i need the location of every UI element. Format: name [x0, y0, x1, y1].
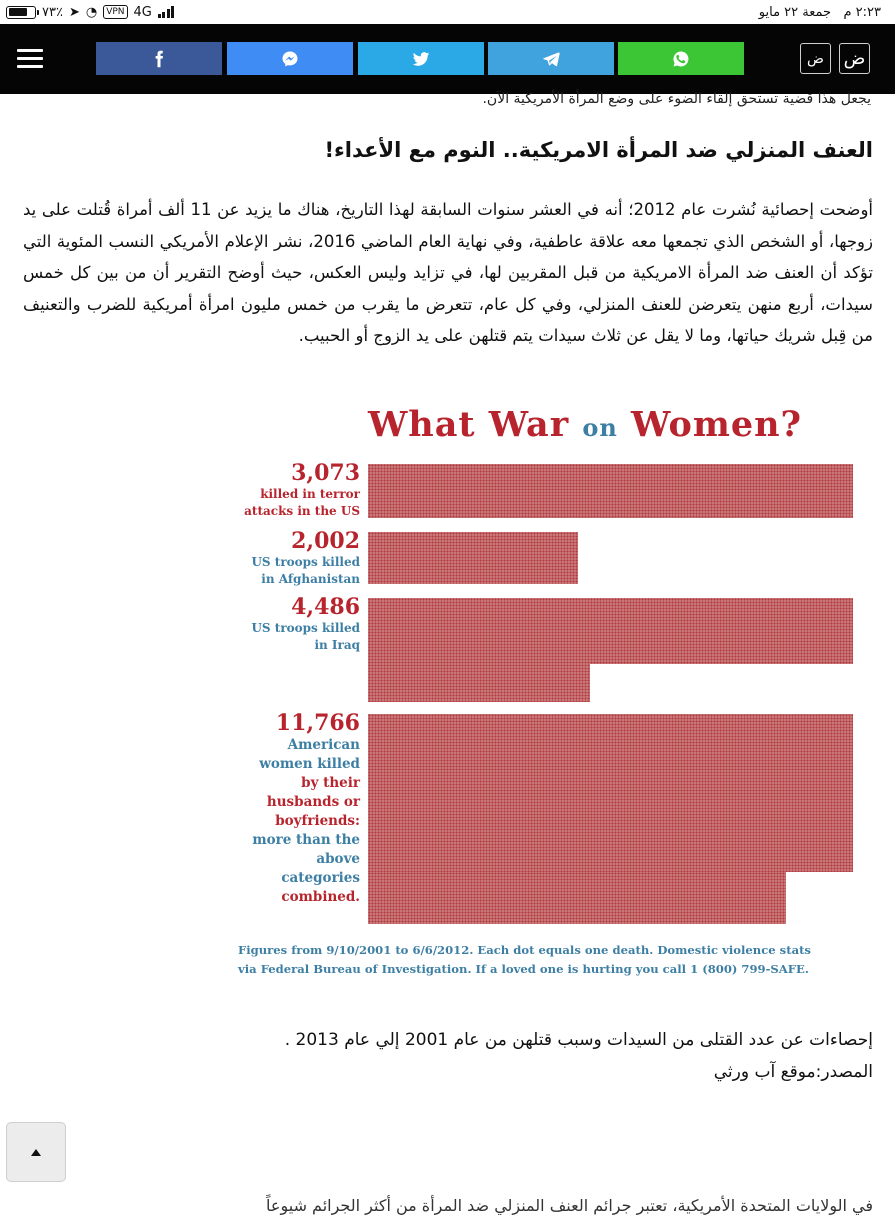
- menu-icon-line: [17, 49, 43, 52]
- chart-title-part: What War: [368, 404, 570, 445]
- chart-value-label: 11,766: [275, 710, 360, 736]
- chart-bar-label: [251, 528, 360, 588]
- data-saver-icon: ◔: [85, 4, 98, 20]
- chart-title: [368, 404, 802, 445]
- hamburger-menu-button[interactable]: [17, 49, 43, 69]
- facebook-icon: [150, 50, 168, 68]
- battery-icon: [6, 6, 36, 19]
- twitter-icon: [412, 50, 430, 68]
- infographic-chart: [230, 400, 860, 980]
- chart-category-label: attacks in the US: [244, 504, 360, 518]
- whatsapp-share-button[interactable]: [618, 42, 744, 75]
- share-header: [0, 24, 895, 94]
- article-paragraph: أوضحت إحصائية نُشرت عام 2012؛ أنه في العشر سنوات السابقة لهذا التاريخ، هناك ما يزيد عن 11 ألف أمراة قُتلت على يد زوجها، أو الشخص الذي تجمعها معه علاقة عاطفية، وفي نهاية العام الماضي 2016، نشر الإعلام الأمريكي النسب المئوية التي تؤكد أن العنف ضد المرأة الامريكية من قبل المقربين لها، في تزايد وليس العكس، حيث أوضح التقرير أن من بين كل خمس سيدات، أربع منهن يتعرضن للعنف المنزلي، وفي كل عام، تتعرض ما يقرب من خمس مليون امرأة أمريكية للضرب والتعنيف من قِبل شريك حياتها، وما لا يقل عن ثلاث سيدات يتم قتلهن على يد الزوج أو الحبيب.: [23, 200, 873, 345]
- chart-bar-label: [252, 710, 360, 907]
- status-date: جمعة ٢٢ مايو: [758, 4, 832, 20]
- chart-footnote-line: Figures from 9/10/2001 to 6/6/2012. Each dot equals one death. Domestic violence stats: [238, 943, 811, 957]
- chart-bar-label: [251, 594, 360, 654]
- chart-value-label: 2,002: [291, 528, 360, 554]
- chart-value-label: 3,073: [291, 460, 360, 486]
- chart-footnote: [238, 941, 868, 979]
- arrow-up-icon: [31, 1149, 41, 1156]
- chart-category-label: US troops killed: [251, 555, 360, 569]
- chart-category-label: US troops killed: [251, 621, 360, 635]
- network-type: 4G: [133, 4, 152, 20]
- chart-footnote-line: via Federal Bureau of Investigation. If a loved one is hurting you call 1 (800) 799-SAFE.: [238, 962, 809, 976]
- chart-category-label: categories: [281, 870, 360, 886]
- chart-category-label: more than the: [252, 832, 360, 848]
- chart-category-label: American: [287, 737, 360, 753]
- whatsapp-icon: [672, 50, 690, 68]
- chart-category-label: in Iraq: [314, 638, 360, 652]
- facebook-share-button[interactable]: [96, 42, 222, 75]
- messenger-icon: [281, 50, 299, 68]
- chart-title-part: on: [582, 413, 618, 442]
- chart-bar-remainder: [368, 872, 786, 924]
- chart-bar: [368, 714, 853, 872]
- image-caption: إحصاءات عن عدد القتلى من السيدات وسبب قتلهن من عام 2001 إلي عام 2013 .: [284, 1030, 873, 1050]
- telegram-share-button[interactable]: [488, 42, 614, 75]
- chart-bar-remainder: [368, 664, 590, 702]
- section-title: العنف المنزلي ضد المرأة الامريكية.. النوم مع الأعداء!: [324, 138, 873, 162]
- chart-bar: [368, 464, 853, 518]
- chart-category-label: by their: [301, 775, 360, 791]
- chart-category-label: boyfriends:: [275, 813, 360, 829]
- site-logo-small[interactable]: ض: [800, 43, 831, 74]
- signal-icon: [158, 6, 175, 18]
- menu-icon-line: [17, 57, 43, 60]
- chart-bar: [368, 532, 578, 584]
- status-time: ٢:٢٣ م: [843, 4, 881, 20]
- chart-value-label: 4,486: [291, 594, 360, 620]
- chart-category-label: women killed: [259, 756, 360, 772]
- chart-bar-label: [244, 460, 360, 520]
- status-datetime: [759, 5, 881, 20]
- location-icon: ➤: [68, 4, 80, 20]
- telegram-icon: [542, 50, 560, 68]
- chart-title-part: Women?: [631, 404, 803, 445]
- source-credit: المصدر:موقع آب ورثي: [713, 1062, 873, 1082]
- truncated-previous-line: يجعل هذا قضية تستحق إلقاء الضوء على وضع المرأة الأمريكية الآن.: [482, 91, 871, 107]
- chart-category-label: in Afghanistan: [261, 572, 360, 586]
- chart-bar: [368, 598, 853, 664]
- chart-category-label: killed in terror: [260, 487, 360, 501]
- messenger-share-button[interactable]: [227, 42, 353, 75]
- battery-percent: ٧٣٪: [42, 4, 63, 20]
- menu-icon-line: [17, 65, 43, 68]
- chart-category-label: above: [316, 851, 360, 867]
- chart-category-label: combined.: [281, 889, 360, 905]
- scroll-to-top-button[interactable]: [6, 1122, 66, 1182]
- vpn-badge: VPN: [103, 5, 127, 19]
- site-logo[interactable]: ض: [839, 43, 870, 74]
- chart-category-label: husbands or: [266, 794, 360, 810]
- status-left: [6, 5, 174, 20]
- truncated-next-line: في الولايات المتحدة الأمريكية، تعتبر جرائم العنف المنزلي ضد المرأة من أكثر الجرائم شيوعاً: [266, 1196, 873, 1215]
- twitter-share-button[interactable]: [358, 42, 484, 75]
- status-bar: [0, 0, 895, 24]
